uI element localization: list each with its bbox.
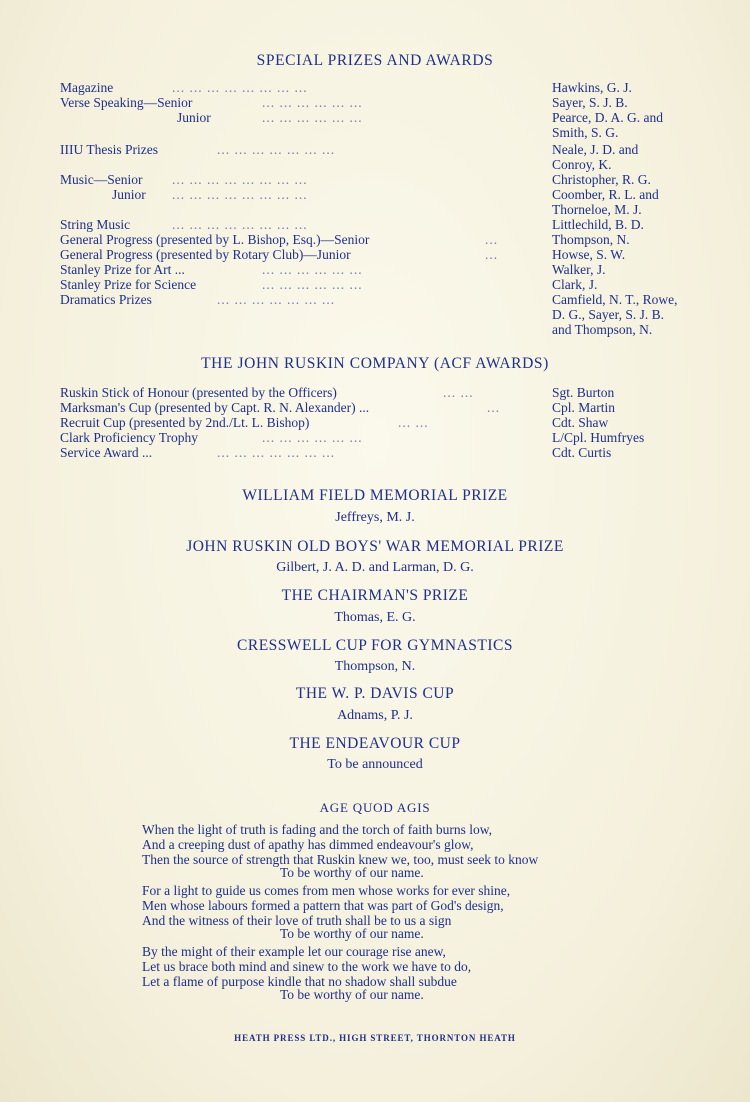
leader-dots: ... ... ... ... ... ... bbox=[262, 277, 363, 292]
prize-label: IIIU Thesis Prizes bbox=[60, 142, 158, 157]
leader-dots: ... ... ... ... ... ... ... ... bbox=[172, 217, 308, 232]
prize-row bbox=[60, 110, 710, 125]
prize-label: Junior bbox=[177, 110, 211, 125]
special-prizes-heading: SPECIAL PRIZES AND AWARDS bbox=[256, 52, 494, 69]
leader-dots: ... ... bbox=[398, 415, 429, 430]
printer-imprint: HEATH PRESS LTD., HIGH STREET, THORNTON HEATH bbox=[234, 1033, 516, 1043]
award-winner: To be announced bbox=[327, 757, 423, 772]
leader-dots: ... ... ... ... ... ... ... bbox=[217, 142, 336, 157]
prize-row bbox=[60, 292, 710, 307]
prize-label: General Progress (presented by L. Bishop, Esq.)—Senior bbox=[60, 232, 370, 247]
award-winner: L/Cpl. Humfryes bbox=[552, 430, 645, 445]
award-row bbox=[60, 415, 710, 430]
leader-dots: ... bbox=[485, 232, 499, 247]
prize-row bbox=[60, 95, 710, 110]
award-label: Service Award ... bbox=[60, 445, 153, 460]
prize-row bbox=[60, 277, 710, 292]
prize-label: Junior bbox=[112, 187, 146, 202]
prize-row bbox=[60, 172, 710, 187]
prize-winner: Conroy, K. bbox=[552, 157, 612, 172]
leader-dots: ... ... ... ... ... ... bbox=[262, 430, 363, 445]
poem-refrain: To be worthy of our name. bbox=[280, 926, 424, 941]
prize-label: Music—Senior bbox=[60, 172, 143, 187]
prize-row bbox=[60, 125, 710, 140]
award-winner: Thomas, E. G. bbox=[334, 610, 416, 625]
award-row bbox=[60, 430, 710, 445]
prize-row bbox=[60, 187, 710, 202]
prize-winner: Hawkins, G. J. bbox=[552, 80, 632, 95]
award-title: CRESSWELL CUP FOR GYMNASTICS bbox=[237, 637, 513, 654]
award-title: JOHN RUSKIN OLD BOYS' WAR MEMORIAL PRIZE bbox=[186, 538, 564, 555]
award-title: WILLIAM FIELD MEMORIAL PRIZE bbox=[242, 487, 508, 504]
award-title: THE CHAIRMAN'S PRIZE bbox=[281, 587, 469, 604]
prize-label: Stanley Prize for Art ... bbox=[60, 262, 185, 277]
award-winner: Sgt. Burton bbox=[552, 385, 615, 400]
award-label: Recruit Cup (presented by 2nd./Lt. L. Bishop) bbox=[60, 415, 310, 430]
prize-winner: Littlechild, B. D. bbox=[552, 217, 644, 232]
prize-winner: Pearce, D. A. G. and bbox=[552, 110, 663, 125]
prize-row bbox=[60, 322, 710, 337]
leader-dots: ... ... ... ... ... ... ... bbox=[217, 445, 336, 460]
award-label: Marksman's Cup (presented by Capt. R. N. Alexander) ... bbox=[60, 400, 370, 415]
poem-line: When the light of truth is fading and the torch of faith burns low, bbox=[142, 822, 493, 837]
prize-winner: and Thompson, N. bbox=[552, 322, 653, 337]
poem-line: For a light to guide us comes from men whose works for ever shine, bbox=[142, 883, 511, 898]
prize-winner: D. G., Sayer, S. J. B. bbox=[552, 307, 664, 322]
prize-label: Magazine bbox=[60, 80, 114, 95]
award-label: Clark Proficiency Trophy bbox=[60, 430, 198, 445]
poem-refrain: To be worthy of our name. bbox=[280, 987, 424, 1002]
poem-line: By the might of their example let our courage rise anew, bbox=[142, 944, 446, 959]
award-title: THE ENDEAVOUR CUP bbox=[289, 735, 461, 752]
prize-label: Stanley Prize for Science bbox=[60, 277, 197, 292]
prize-winner: Thorneloe, M. J. bbox=[552, 202, 642, 217]
prize-winner: Neale, J. D. and bbox=[552, 142, 639, 157]
award-winner: Cpl. Martin bbox=[552, 400, 615, 415]
prize-row bbox=[60, 142, 710, 157]
leader-dots: ... bbox=[487, 400, 501, 415]
award-title: THE W. P. DAVIS CUP bbox=[295, 685, 455, 702]
prize-winner: Howse, S. W. bbox=[552, 247, 626, 262]
award-winner: Thompson, N. bbox=[334, 659, 416, 674]
prize-row bbox=[60, 307, 710, 322]
award-row bbox=[60, 400, 710, 415]
poem-line: Let us brace both mind and sinew to the work we have to do, bbox=[142, 959, 472, 974]
prize-row bbox=[60, 157, 710, 172]
prize-winner: Camfield, N. T., Rowe, bbox=[552, 292, 678, 307]
poem-title: AGE QUOD AGIS bbox=[319, 800, 431, 815]
poem-line: And a creeping dust of apathy has dimmed endeavour's glow, bbox=[142, 837, 474, 852]
prize-label: Dramatics Prizes bbox=[60, 292, 152, 307]
award-row bbox=[60, 445, 710, 460]
leader-dots: ... ... ... ... ... ... bbox=[262, 262, 363, 277]
prize-winner: Thompson, N. bbox=[552, 232, 630, 247]
leader-dots: ... ... ... ... ... ... ... bbox=[217, 292, 336, 307]
leader-dots: ... ... ... ... ... ... bbox=[262, 95, 363, 110]
leader-dots: ... ... ... ... ... ... bbox=[262, 110, 363, 125]
prize-winner: Sayer, S. J. B. bbox=[552, 95, 628, 110]
poem-refrain: To be worthy of our name. bbox=[280, 865, 424, 880]
poem-line: Then the source of strength that Ruskin knew we, too, must seek to know bbox=[142, 852, 539, 867]
leader-dots: ... ... ... ... ... ... ... ... bbox=[172, 172, 308, 187]
poem-line: And the witness of their love of truth shall be to us a sign bbox=[142, 913, 452, 928]
leader-dots: ... ... bbox=[443, 385, 474, 400]
prize-winner: Coomber, R. L. and bbox=[552, 187, 659, 202]
prize-label: General Progress (presented by Rotary Club)—Junior bbox=[60, 247, 351, 262]
poem-line: Let a flame of purpose kindle that no shadow shall subdue bbox=[142, 974, 457, 989]
prize-row bbox=[60, 262, 710, 277]
prize-winner: Clark, J. bbox=[552, 277, 598, 292]
prize-row bbox=[60, 202, 710, 217]
award-winner: Cdt. Shaw bbox=[552, 415, 609, 430]
award-label: Ruskin Stick of Honour (presented by the Officers) bbox=[60, 385, 337, 400]
prize-row bbox=[60, 232, 710, 247]
ruskin-company-heading: THE JOHN RUSKIN COMPANY (ACF AWARDS) bbox=[201, 355, 549, 372]
leader-dots: ... ... ... ... ... ... ... ... bbox=[172, 80, 308, 95]
prize-winner: Smith, S. G. bbox=[552, 125, 619, 140]
leader-dots: ... ... ... ... ... ... ... ... bbox=[172, 187, 308, 202]
prize-winner: Christopher, R. G. bbox=[552, 172, 651, 187]
prize-row bbox=[60, 247, 710, 262]
award-winner: Cdt. Curtis bbox=[552, 445, 612, 460]
award-winner: Jeffreys, M. J. bbox=[335, 510, 415, 525]
prize-row bbox=[60, 217, 710, 232]
prize-label: String Music bbox=[60, 217, 131, 232]
leader-dots: ... bbox=[485, 247, 499, 262]
award-row bbox=[60, 385, 710, 400]
prize-row bbox=[60, 80, 710, 95]
award-winner: Adnams, P. J. bbox=[337, 708, 413, 723]
prize-label: Verse Speaking—Senior bbox=[60, 95, 193, 110]
poem-line: Men whose labours formed a pattern that was part of God's design, bbox=[142, 898, 504, 913]
award-winner: Gilbert, J. A. D. and Larman, D. G. bbox=[276, 560, 474, 575]
prize-winner: Walker, J. bbox=[552, 262, 606, 277]
